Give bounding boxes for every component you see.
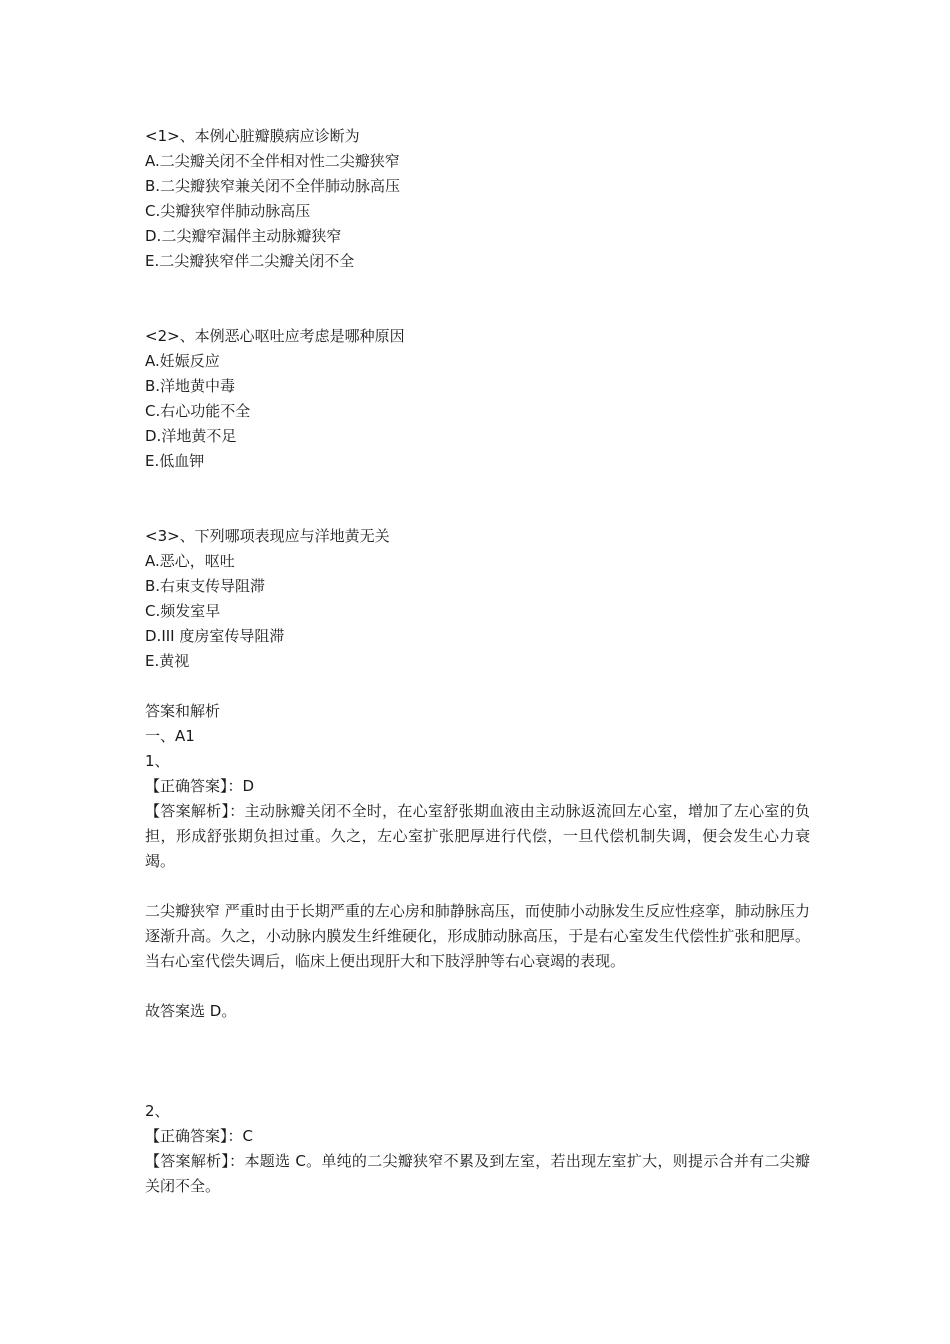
answer-2-number: 2、 — [145, 1102, 170, 1120]
question-2-option-a: A.妊娠反应 — [145, 352, 220, 370]
spacer — [145, 274, 810, 324]
question-1-option-b: B.二尖瓣狭窄兼关闭不全伴肺动脉高压 — [145, 177, 401, 195]
question-1-stem: <1>、本例心脏瓣膜病应诊断为 — [145, 127, 360, 145]
question-3-option-c: C.频发室早 — [145, 602, 221, 620]
answer-2-correct: 【正确答案】：C — [145, 1127, 253, 1145]
answer-1-correct: 【正确答案】：D — [145, 777, 255, 795]
question-1-option-e: E.二尖瓣狭窄伴二尖瓣关闭不全 — [145, 252, 355, 270]
question-3-option-e: E.黄视 — [145, 652, 190, 670]
answers-section: 一、A1 — [145, 727, 195, 745]
question-1-option-c: C.尖瓣狭窄伴肺动脉高压 — [145, 202, 311, 220]
question-2-option-c: C.右心功能不全 — [145, 402, 251, 420]
spacer — [145, 474, 810, 524]
answer-2-analysis: 【答案解析】：本题选 C。单纯的二尖瓣狭窄不累及到左室，若出现左室扩大，则提示合并有二尖瓣关闭不全。 — [145, 1152, 810, 1195]
question-1-option-a: A.二尖瓣关闭不全伴相对性二尖瓣狭窄 — [145, 152, 400, 170]
question-3-option-d: D.III 度房室传导阻滞 — [145, 627, 285, 645]
answer-1-analysis: 【答案解析】：主动脉瓣关闭不全时，在心室舒张期血液由主动脉返流回左心室，增加了左心室的负担，形成舒张期负担过重。久之，左心室扩张肥厚进行代偿，一旦代偿机制失调，便会发生心力衰竭。 — [145, 802, 810, 870]
spacer — [145, 874, 810, 899]
question-3-option-a: A.恶心，呕吐 — [145, 552, 235, 570]
question-3-stem: <3>、下列哪项表现应与洋地黄无关 — [145, 527, 390, 545]
question-3-option-b: B.右束支传导阻滞 — [145, 577, 266, 595]
spacer — [145, 1024, 810, 1099]
question-1-option-d: D.二尖瓣窄漏伴主动脉瓣狭窄 — [145, 227, 342, 245]
question-2-option-d: D.洋地黄不足 — [145, 427, 237, 445]
question-2-option-b: B.洋地黄中毒 — [145, 377, 236, 395]
answer-1-paragraph-2: 二尖瓣狭窄 严重时由于长期严重的左心房和肺静脉高压，而使肺小动脉发生反应性痉挛，肺动脉压力逐渐升高。久之，小动脉内膜发生纤维硬化，形成肺动脉高压，于是右心室发生代偿性扩张和肥厚。当右心室代偿失调后，临床上便出现肝大和下肢浮肿等右心衰竭的表现。 — [145, 902, 810, 970]
answer-1-number: 1、 — [145, 752, 170, 770]
question-2-option-e: E.低血钾 — [145, 452, 205, 470]
answer-1-conclusion: 故答案选 D。 — [145, 1002, 237, 1020]
question-2-stem: <2>、本例恶心呕吐应考虑是哪种原因 — [145, 327, 405, 345]
answers-heading: 答案和解析 — [145, 702, 221, 720]
spacer — [145, 674, 810, 699]
spacer — [145, 974, 810, 999]
document-page — [145, 124, 810, 1199]
